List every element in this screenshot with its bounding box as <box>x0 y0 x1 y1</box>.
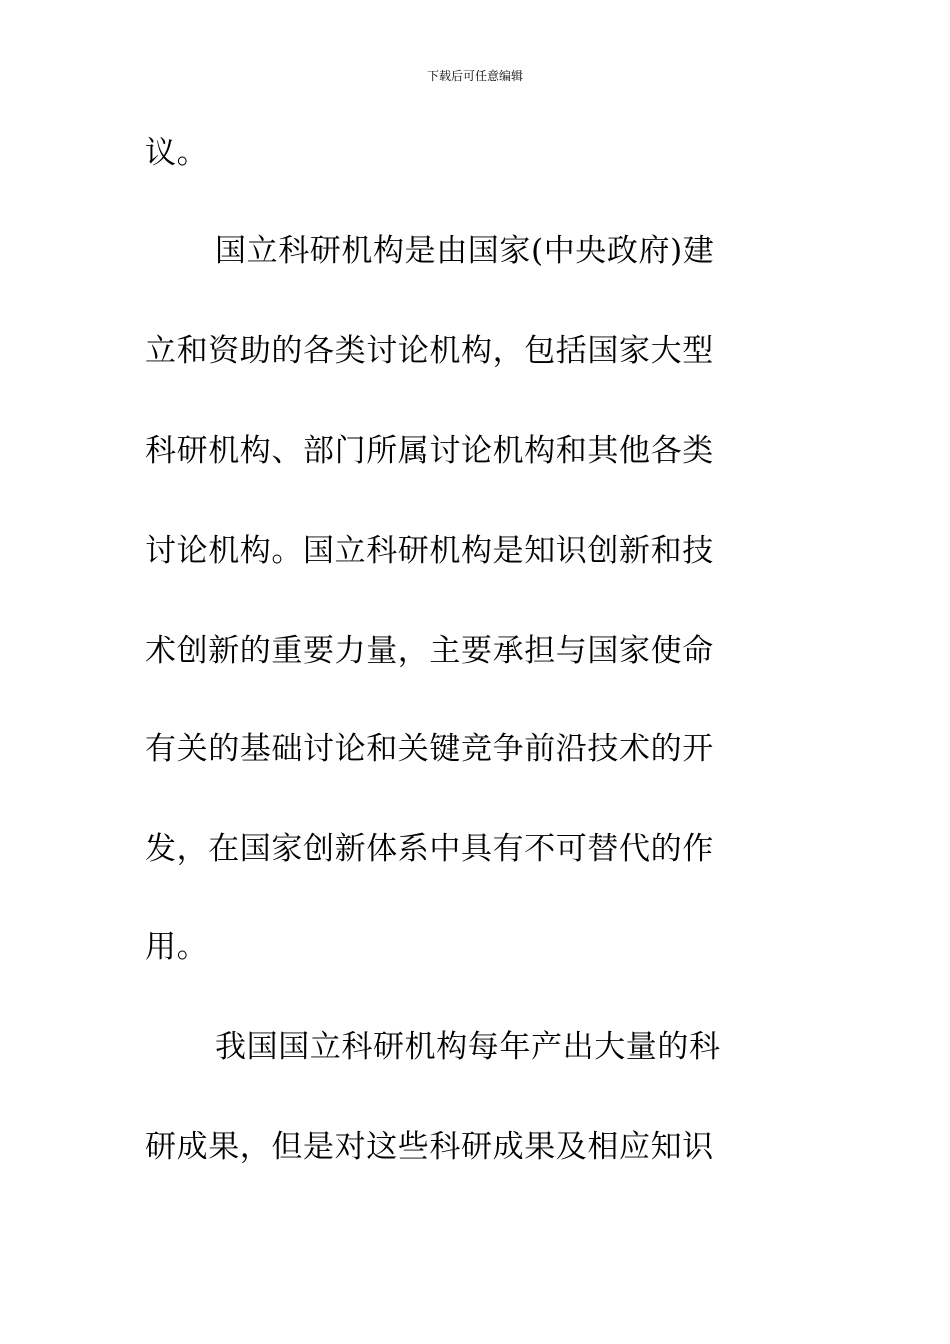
paragraph-line: 立和资助的各类讨论机构，包括国家大型 <box>145 333 714 369</box>
paragraph-line: 我国国立科研机构每年产出大量的科 <box>215 1029 721 1065</box>
paragraph-line: 讨论机构。国立科研机构是知识创新和技 <box>145 533 714 569</box>
paragraph-line: 有关的基础讨论和关键竞争前沿技术的开 <box>145 731 714 767</box>
paragraph-line: 科研机构、部门所属讨论机构和其他各类 <box>145 433 714 469</box>
paragraph-line: 国立科研机构是由国家(中央政府)建 <box>215 233 715 269</box>
paragraph-line: 用。 <box>145 929 209 965</box>
paragraph-line: 发，在国家创新体系中具有不可替代的作 <box>145 831 714 867</box>
paragraph-line: 研成果，但是对这些科研成果及相应知识 <box>145 1129 714 1165</box>
paragraph-line: 议。 <box>145 135 209 171</box>
paragraph-line: 术创新的重要力量，主要承担与国家使命 <box>145 633 714 669</box>
page-header-watermark: 下载后可任意编辑 <box>426 69 523 83</box>
